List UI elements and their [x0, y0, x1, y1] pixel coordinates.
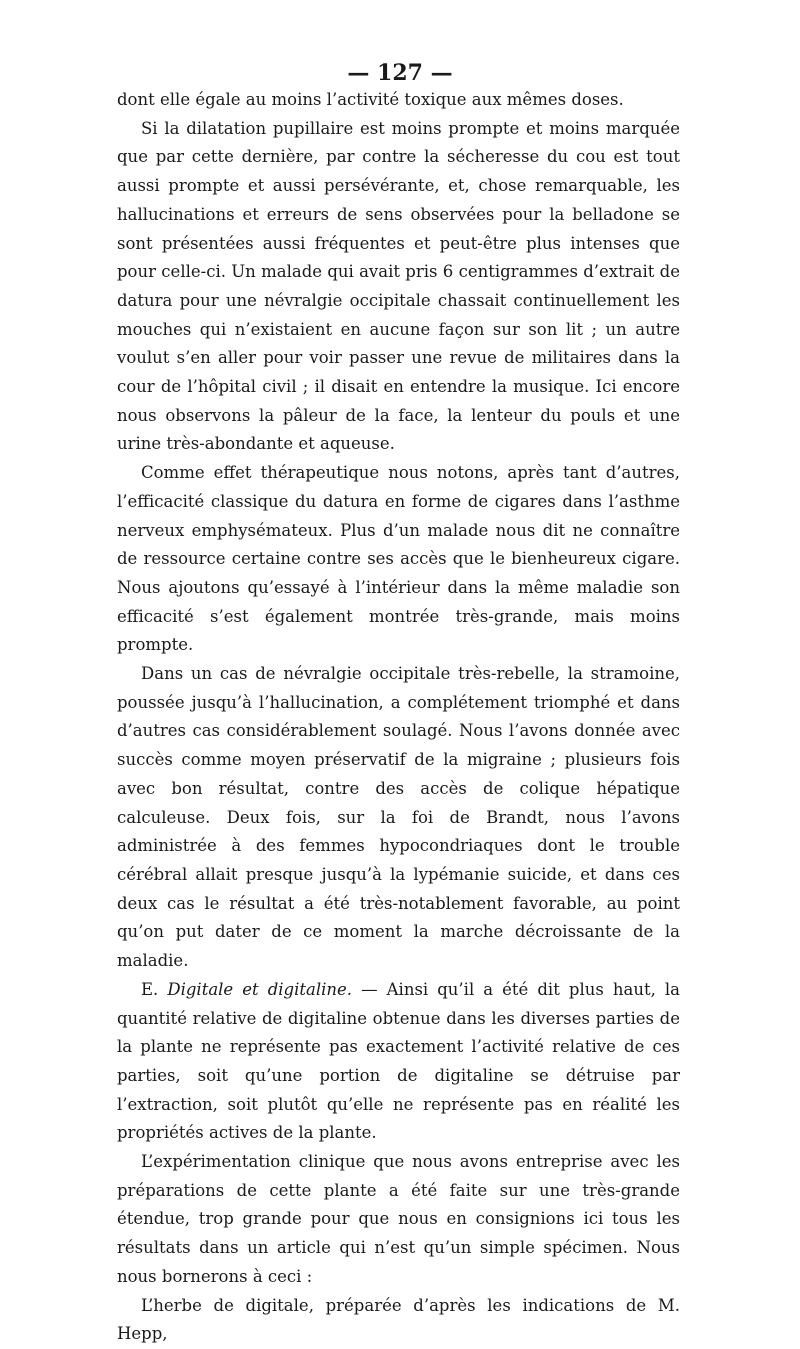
paragraph-digitale-heading	[117, 976, 680, 1148]
paragraph-herbe-digitale: L’herbe de digitale, préparée d’après les indications de M. Hepp,	[117, 1295, 680, 1344]
section-letter: E.	[141, 979, 168, 999]
paragraph-clinical-experimentation: L’expérimentation clinique que nous avons entreprise avec les préparations de cette plante a été faite sur une très-grande étendue, trop grande pour que nous en consignions ici tous les résultats dans un article qui n’est qu’un simple spécimen. Nous nous bornerons à ceci :	[117, 1152, 680, 1286]
section-title: Digitale et digitaline.	[167, 979, 353, 999]
paragraph-therapeutic-effect: Comme effet thérapeutique nous notons, après tant d’autres, l’efficacité classique du datura en forme de cigares dans l’asthme nerveux emphysémateux. Plus d’un malade nous dit ne connaître de ressource certaine contre ses accès que le bienheureux cigare. Nous ajoutons qu’essayé à l’intérieur dans la même maladie son efficacité s’est également montrée très-grande, mais moins prompte.	[117, 463, 680, 655]
body-text	[117, 86, 680, 1349]
paragraph-continued: dont elle égale au moins l’activité toxique aux mêmes doses.	[117, 90, 624, 109]
section-text: — Ainsi qu’il a été dit plus haut, la quantité relative de digitaline obtenue dans les diverses parties de la plante ne représente pas exactement l’activité relative de ces parties, soit qu’une portion de digitaline se détruise par l’extraction, soit plutôt qu’elle ne représente pas en réalité les propriétés actives de la plante.	[117, 979, 680, 1143]
page-number: — 127 —	[347, 60, 453, 86]
paragraph-neuralgia-cases: Dans un cas de névralgie occipitale très-rebelle, la stramoine, poussée jusqu’à l’hallucination, a complétement triomphé et dans d’autres cas considérablement soulagé. Nous l’avons donnée avec succès comme moyen préservatif de la migraine ; plusieurs fois avec bon résultat, contre des accès de colique hépatique calculeuse. Deux fois, sur la foi de Brandt, nous l’avons administrée à des femmes hypocondriaques dont le trouble cérébral allait presque jusqu’à la lypémanie suicide, et dans ces deux cas le résultat a été très-notablement favorable, au point qu’on put dater de ce moment la marche décroissante de la maladie.	[117, 664, 680, 971]
paragraph-datura-effects: Si la dilatation pupillaire est moins prompte et moins marquée que par cette dernière, par contre la sécheresse du cou est tout aussi prompte et aussi persévérante, et, chose remarquable, les hallucinations et erreurs de sens observées pour la belladone se sont présentées aussi fréquentes et peut-être plus intenses que pour celle-ci. Un malade qui avait pris 6 centigrammes d’extrait de datura pour une névralgie occipitale chassait continuellement les mouches qui n’existaient en aucune façon sur son lit ; un autre voulut s’en aller pour voir passer une revue de militaires dans la cour de l’hôpital civil ; il disait en entendre la musique. Ici encore nous observons la pâleur de la face, la lenteur du pouls et une urine très-abondante et aqueuse.	[117, 118, 680, 454]
